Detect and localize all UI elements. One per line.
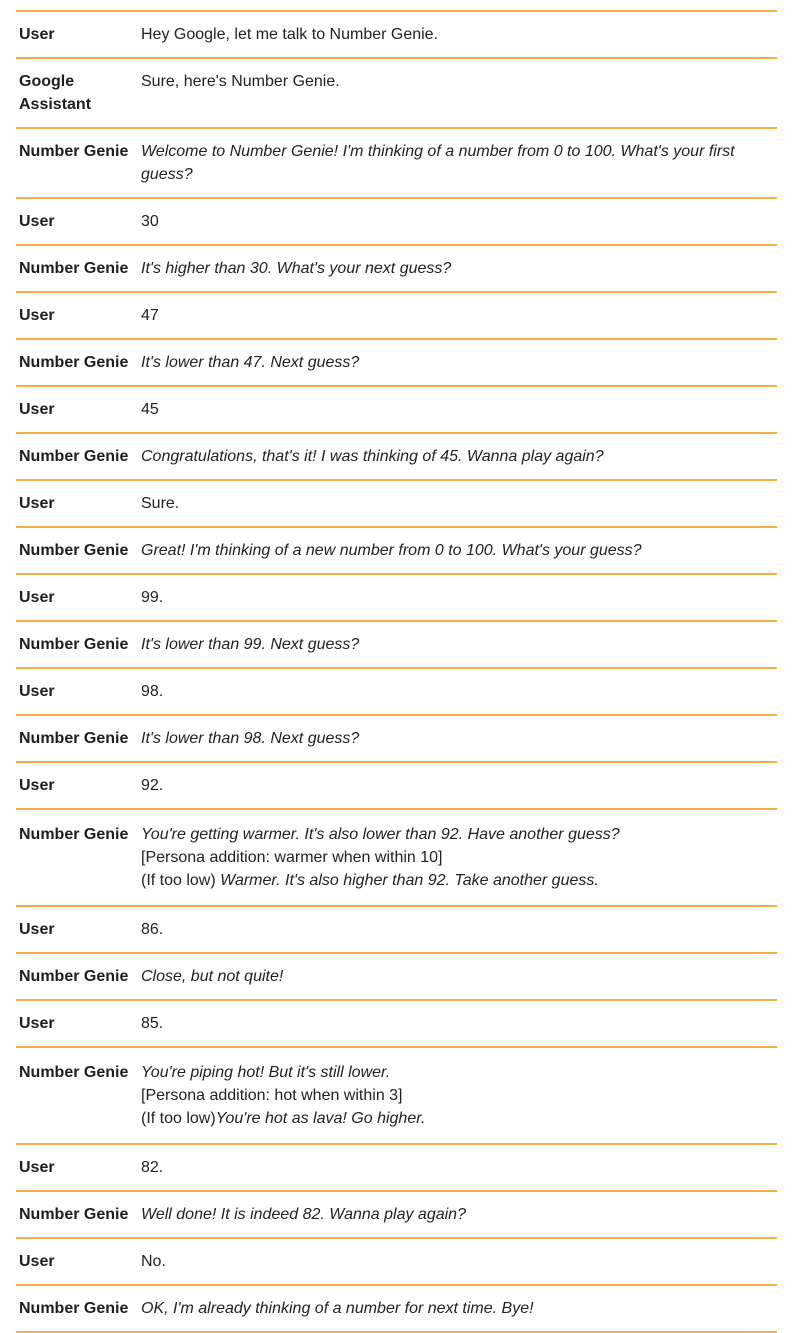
speaker-label: User bbox=[19, 683, 55, 700]
utterance-line bbox=[141, 1012, 767, 1035]
assistant-response-text: Congratulations, that's it! I was thinking of 45. Wanna play again? bbox=[141, 448, 604, 465]
plain-text: Sure. bbox=[141, 495, 180, 512]
utterance-line bbox=[141, 1250, 767, 1273]
speaker-label: User bbox=[19, 213, 55, 230]
speaker-label: Number Genie bbox=[19, 1300, 129, 1317]
utterance bbox=[141, 210, 777, 233]
utterance bbox=[141, 492, 777, 515]
utterance-line bbox=[141, 774, 767, 797]
dialog-row bbox=[16, 1001, 777, 1048]
speaker-label: User bbox=[19, 1159, 55, 1176]
speaker-label: Number Genie bbox=[19, 354, 129, 371]
utterance-line bbox=[141, 1297, 767, 1320]
dialog-row bbox=[16, 763, 777, 810]
utterance bbox=[141, 965, 777, 988]
speaker-label: User bbox=[19, 1015, 55, 1032]
utterance-line bbox=[141, 965, 767, 988]
plain-text: (If too low) bbox=[141, 872, 221, 889]
utterance-line bbox=[141, 140, 767, 186]
utterance-line bbox=[141, 398, 767, 421]
utterance bbox=[141, 70, 777, 116]
utterance-line bbox=[141, 633, 767, 656]
dialog-row bbox=[16, 129, 777, 199]
utterance-line bbox=[141, 210, 767, 233]
utterance bbox=[141, 774, 777, 797]
plain-text: 98. bbox=[141, 683, 164, 700]
speaker-label: Google Assistant bbox=[19, 73, 92, 113]
assistant-response-text: Close, but not quite! bbox=[141, 968, 284, 985]
plain-text: No. bbox=[141, 1253, 166, 1270]
utterance-line bbox=[141, 869, 767, 892]
utterance-line bbox=[141, 351, 767, 374]
speaker-label: Number Genie bbox=[19, 730, 129, 747]
utterance bbox=[141, 140, 777, 186]
speaker-label: Number Genie bbox=[19, 1064, 129, 1081]
utterance-line bbox=[141, 539, 767, 562]
utterance-line bbox=[141, 304, 767, 327]
dialog-row bbox=[16, 1048, 777, 1145]
plain-text: [Persona addition: hot when within 3] bbox=[141, 1087, 403, 1104]
utterance bbox=[141, 351, 777, 374]
speaker-label: User bbox=[19, 1253, 55, 1270]
utterance-line bbox=[141, 1107, 767, 1130]
assistant-response-text: It's lower than 99. Next guess? bbox=[141, 636, 360, 653]
utterance bbox=[141, 23, 777, 46]
dialog-row bbox=[16, 1286, 777, 1333]
dialog-row bbox=[16, 387, 777, 434]
plain-text: 85. bbox=[141, 1015, 164, 1032]
speaker-label: Number Genie bbox=[19, 826, 129, 843]
assistant-response-text: It's lower than 98. Next guess? bbox=[141, 730, 360, 747]
dialog-table bbox=[16, 10, 777, 1333]
assistant-response-text: Warmer. It's also higher than 92. Take another guess. bbox=[220, 872, 599, 889]
speaker-label: Number Genie bbox=[19, 260, 129, 277]
assistant-response-text: You're getting warmer. It's also lower than 92. Have another guess? bbox=[141, 826, 620, 843]
utterance bbox=[141, 727, 777, 750]
utterance-line bbox=[141, 846, 767, 869]
plain-text: [Persona addition: warmer when within 10] bbox=[141, 849, 443, 866]
utterance bbox=[141, 633, 777, 656]
speaker-label: User bbox=[19, 921, 55, 938]
utterance-line bbox=[141, 1061, 767, 1084]
assistant-response-text: Well done! It is indeed 82. Wanna play again? bbox=[141, 1206, 466, 1223]
dialog-row bbox=[16, 434, 777, 481]
assistant-response-text: You're piping hot! But it's still lower. bbox=[141, 1064, 391, 1081]
speaker-label: Number Genie bbox=[19, 636, 129, 653]
assistant-response-text: Welcome to Number Genie! I'm thinking of a number from 0 to 100. What's your first guess? bbox=[141, 143, 735, 183]
utterance bbox=[141, 586, 777, 609]
utterance-line bbox=[141, 492, 767, 515]
dialog-row bbox=[16, 340, 777, 387]
utterance-line bbox=[141, 1156, 767, 1179]
plain-text: 47 bbox=[141, 307, 159, 324]
speaker-label: Number Genie bbox=[19, 968, 129, 985]
utterance bbox=[141, 1250, 777, 1273]
dialog-row bbox=[16, 528, 777, 575]
plain-text: Hey Google, let me talk to Number Genie. bbox=[141, 26, 439, 43]
dialog-row bbox=[16, 481, 777, 528]
speaker-label: User bbox=[19, 26, 55, 43]
dialog-row bbox=[16, 1192, 777, 1239]
utterance-line bbox=[141, 1203, 767, 1226]
utterance bbox=[141, 257, 777, 280]
utterance-line bbox=[141, 1084, 767, 1107]
plain-text: 82. bbox=[141, 1159, 164, 1176]
speaker-label: Number Genie bbox=[19, 542, 129, 559]
speaker-label: Number Genie bbox=[19, 143, 129, 160]
dialog-row bbox=[16, 1239, 777, 1286]
speaker-label: User bbox=[19, 307, 55, 324]
utterance-line bbox=[141, 727, 767, 750]
plain-text: 86. bbox=[141, 921, 164, 938]
utterance bbox=[141, 398, 777, 421]
speaker-label: Number Genie bbox=[19, 448, 129, 465]
plain-text: 45 bbox=[141, 401, 159, 418]
utterance-line bbox=[141, 586, 767, 609]
utterance bbox=[141, 680, 777, 703]
dialog-row bbox=[16, 907, 777, 954]
plain-text: 92. bbox=[141, 777, 164, 794]
utterance-line bbox=[141, 23, 767, 46]
dialog-row bbox=[16, 810, 777, 907]
speaker-label: User bbox=[19, 495, 55, 512]
dialog-row bbox=[16, 59, 777, 129]
speaker-label: User bbox=[19, 401, 55, 418]
speaker-label: User bbox=[19, 589, 55, 606]
utterance-line bbox=[141, 823, 767, 846]
utterance-line bbox=[141, 918, 767, 941]
speaker-label: Number Genie bbox=[19, 1206, 129, 1223]
utterance bbox=[141, 1297, 777, 1320]
assistant-response-text: It's lower than 47. Next guess? bbox=[141, 354, 360, 371]
utterance bbox=[141, 539, 777, 562]
speaker-label: User bbox=[19, 777, 55, 794]
utterance-line bbox=[141, 680, 767, 703]
plain-text: 30 bbox=[141, 213, 159, 230]
dialog-row bbox=[16, 293, 777, 340]
dialog-row bbox=[16, 575, 777, 622]
dialog-row bbox=[16, 12, 777, 59]
assistant-response-text: OK, I'm already thinking of a number for next time. Bye! bbox=[141, 1300, 534, 1317]
assistant-response-text: You're hot as lava! Go higher. bbox=[215, 1110, 426, 1127]
dialog-row bbox=[16, 622, 777, 669]
plain-text: 99. bbox=[141, 589, 164, 606]
dialog-row bbox=[16, 1145, 777, 1192]
utterance bbox=[141, 1061, 777, 1130]
assistant-response-text: Great! I'm thinking of a new number from 0 to 100. What's your guess? bbox=[141, 542, 642, 559]
utterance-line bbox=[141, 257, 767, 280]
plain-text: Sure, here's Number Genie. bbox=[141, 73, 340, 90]
utterance-line bbox=[141, 445, 767, 468]
assistant-response-text: It's higher than 30. What's your next guess? bbox=[141, 260, 452, 277]
utterance bbox=[141, 445, 777, 468]
utterance bbox=[141, 1156, 777, 1179]
dialog-row bbox=[16, 669, 777, 716]
utterance bbox=[141, 304, 777, 327]
dialog-row bbox=[16, 199, 777, 246]
dialog-row bbox=[16, 954, 777, 1001]
utterance bbox=[141, 1012, 777, 1035]
utterance bbox=[141, 918, 777, 941]
utterance-line bbox=[141, 70, 767, 93]
dialog-row bbox=[16, 246, 777, 293]
utterance bbox=[141, 823, 777, 892]
utterance bbox=[141, 1203, 777, 1226]
dialog-row bbox=[16, 716, 777, 763]
plain-text: (If too low) bbox=[141, 1110, 216, 1127]
